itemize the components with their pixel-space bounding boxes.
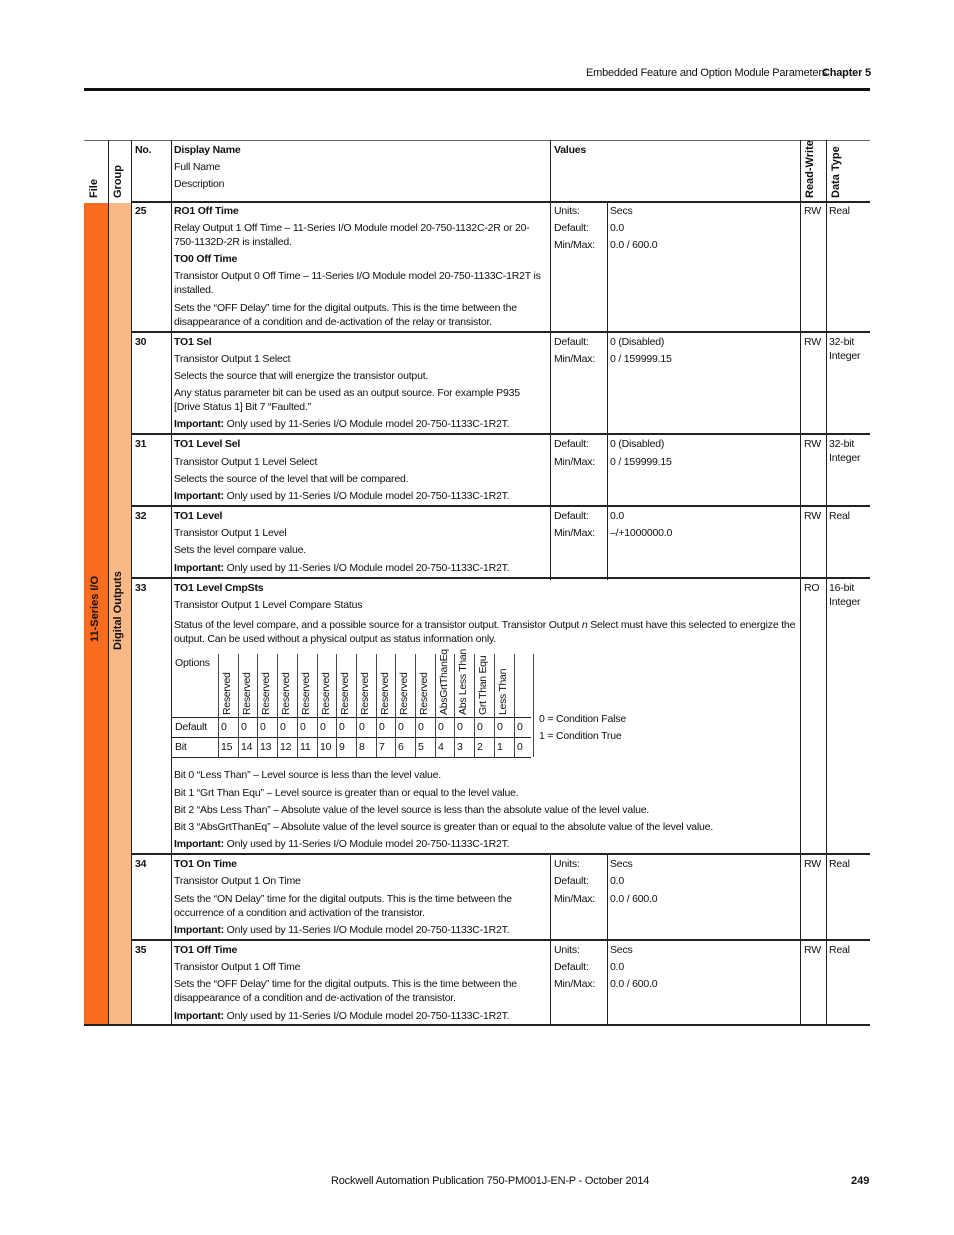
value-text: 0.0 / 600.0 [610,978,658,990]
bit-default-value: 0 [339,721,345,733]
bit-note: Bit 0 “Less Than” – Level source is less than the level value. [174,769,441,781]
param-full-name: Transistor Output 1 Off Time [174,961,301,973]
bit-default-value: 0 [418,721,424,733]
bit-number: 5 [418,741,424,753]
value-label: Default: [554,336,589,348]
read-write: RW [804,858,821,870]
bit-default-value: 0 [359,721,365,733]
bit-grid-line [415,654,416,757]
bit-option-label: Grt Than Equ [477,655,489,715]
bit-number: 14 [241,741,253,753]
desc-italic: n [581,619,588,631]
param-full-name: Transistor Output 1 On Time [174,875,301,887]
param-display-name: TO1 Level CmpSts [174,582,264,594]
value-text: 0 / 159999.15 [610,456,672,468]
important-label: Important: [174,924,224,936]
important-text: Only used by 11-Series I/O Module model 20-750-1133C-1R2T. [226,562,510,574]
value-text: 0.0 / 600.0 [610,893,658,905]
param-display-name: TO1 Level Sel [174,438,241,450]
important-label: Important: [174,838,224,850]
bit-default-value: 0 [398,721,404,733]
table-top-rule [84,140,870,141]
read-write: RW [804,336,821,348]
bit-grid-line [317,654,318,757]
bit-option-label: Reserved [359,672,371,715]
value-label: Default: [554,875,589,887]
value-text: 0.0 [610,510,624,522]
data-type: 32-bit Integer [829,336,861,362]
param-full-name: Transistor Output 1 Select [174,353,291,365]
param-full-name-alt: Transistor Output 0 Off Time – 11-Series I/O Module model 20-750-1133C-1R2T is installed. [174,270,541,296]
value-text: 0.0 / 600.0 [610,239,658,251]
bit-default-value: 0 [438,721,444,733]
read-write: RW [804,205,821,217]
bit-option-label: Reserved [241,672,253,715]
data-type: Real [829,205,850,217]
important-note [174,1009,509,1023]
bit-number: 15 [221,741,233,753]
bit-number: 1 [497,741,503,753]
bit-default-value: 0 [517,721,523,733]
param-number: 35 [135,944,147,956]
section-title: Embedded Feature and Option Module Parameters [586,67,828,79]
important-text: Only used by 11-Series I/O Module model 20-750-1133C-1R2T. [226,1010,510,1022]
bit-number: 10 [320,741,332,753]
important-note [174,561,509,575]
value-text: 0.0 [610,222,624,234]
bit-default-value: 0 [457,721,463,733]
bit-grid-line [494,654,495,757]
bit-option-label: Reserved [260,672,272,715]
param-display-name: TO1 Level [174,510,223,522]
group-label: Digital Outputs [112,571,124,650]
param-number: 25 [135,205,147,217]
param-display-name: TO1 Sel [174,336,212,348]
bit-number: 8 [359,741,365,753]
bit-grid-line [218,654,219,757]
bit-grid-line [356,654,357,757]
col-header-full-name: Full Name [174,161,221,173]
param-number: 32 [135,510,147,522]
col-header-read-write: Read-Write [804,140,816,198]
col-header-file: File [88,179,100,198]
bit-option-label: Reserved [280,672,292,715]
bit-number: 12 [280,741,292,753]
important-label: Important: [174,418,224,430]
bit-option-label: Reserved [418,672,430,715]
col-header-no: No. [135,144,152,156]
footer-publication: Rockwell Automation Publication 750-PM001J-EN-P - October 2014 [331,1175,650,1187]
legend-true: 1 = Condition True [539,730,622,742]
bit-default-value: 0 [241,721,247,733]
important-text: Only used by 11-Series I/O Module model 20-750-1133C-1R2T. [226,838,510,850]
bit-note: Bit 2 “Abs Less Than” – Absolute value of the level source is less than the absolute value of the level value. [174,804,650,816]
value-text: 0 (Disabled) [610,438,665,450]
param-display-name: RO1 Off Time [174,205,239,217]
value-label: Min/Max: [554,353,595,365]
bit-default-value: 0 [320,721,326,733]
value-label: Min/Max: [554,893,595,905]
bit-number: 6 [398,741,404,753]
value-text: Secs [610,944,633,956]
bit-default-value: 0 [221,721,227,733]
legend-false: 0 = Condition False [539,713,626,725]
param-number: 31 [135,438,147,450]
bit-grid-line [277,654,278,757]
bit-grid-line [297,654,298,757]
col-header-group: Group [112,165,124,198]
value-label: Units: [554,858,580,870]
bit-option-label: AbsGrtThanEq [438,649,450,715]
bit-number: 4 [438,741,444,753]
param-full-name: Transistor Output 1 Level Compare Status [174,599,363,611]
bit-option-label: Reserved [221,672,233,715]
bit-grid-line [474,654,475,757]
bit-number: 11 [300,741,311,753]
chapter-label: Chapter 5 [822,67,871,79]
col-header-description: Description [174,178,225,190]
param-number: 30 [135,336,147,348]
param-description: Sets the “ON Delay” time for the digital outputs. This is the time between the occurrence of a condition and activation of the transistor. [174,893,512,919]
value-text: 0.0 [610,875,624,887]
param-full-name: Relay Output 1 Off Time – 11-Series I/O Module model 20-750-1132C-2R or 20-750-1132D-2R is installed. [174,222,530,248]
param-description: Sets the “OFF Delay” time for the digital outputs. This is the time between the disappearance of a condition and de-activation of the relay or transistor. [174,302,517,328]
bit-option-label: Reserved [320,672,332,715]
data-type: Real [829,858,850,870]
bit-grid-line [514,654,515,757]
param-display-name: TO1 On Time [174,858,237,870]
value-label: Units: [554,205,580,217]
data-type: Real [829,944,850,956]
options-label: Options [175,657,210,669]
value-label: Default: [554,510,589,522]
bit-grid-line [336,654,337,757]
data-type: 32-bit Integer [829,438,861,464]
desc-part: Status of the level compare, and a possible source for a transistor output. Transistor Output [174,619,582,631]
value-text: 0 (Disabled) [610,336,665,348]
value-text: Secs [610,205,633,217]
bit-default-value: 0 [379,721,385,733]
value-label: Min/Max: [554,978,595,990]
page-number: 249 [851,1175,870,1187]
bit-default-value: 0 [260,721,266,733]
bit-option-label: Reserved [300,672,312,715]
important-label: Important: [174,490,224,502]
value-label: Min/Max: [554,527,595,539]
value-label: Default: [554,222,589,234]
bit-number: 0 [517,741,523,753]
param-full-name: Transistor Output 1 Level Select [174,456,318,468]
data-type: 16-bit Integer [829,582,861,608]
value-label: Default: [554,438,589,450]
param-description: Sets the level compare value. [174,544,306,556]
desc-part: Select must have this selected to energize the output. Can be used without a physical output as status information only. [174,619,796,645]
bit-grid-line [376,654,377,757]
bit-option-label: Less Than [497,668,509,715]
read-write: RO [804,582,820,594]
bit-note: Bit 1 “Grt Than Equ” – Level source is greater than or equal to the level value. [174,787,519,799]
param-display-name-alt: TO0 Off Time [174,253,238,265]
read-write: RW [804,510,821,522]
bit-option-label: Abs Less Than [457,649,469,715]
bit-grid-line [435,654,436,757]
value-label: Default: [554,961,589,973]
value-label: Units: [554,944,580,956]
param-description-2: Any status parameter bit can be used as an output source. For example P935 [Drive Status 1] Bit 7 “Faulted.” [174,387,520,413]
read-write: RW [804,438,821,450]
bit-default-value: 0 [497,721,503,733]
important-text: Only used by 11-Series I/O Module model 20-750-1133C-1R2T. [226,418,510,430]
bit-label: Bit [175,741,187,753]
bit-grid-line [395,654,396,757]
bit-grid-line [238,654,239,757]
bit-grid-line [533,654,534,757]
param-full-name: Transistor Output 1 Level [174,527,287,539]
bit-default-value: 0 [300,721,306,733]
read-write: RW [804,944,821,956]
important-note [174,923,509,937]
param-description: Sets the “OFF Delay” time for the digital outputs. This is the time between the disappearance of a condition and de-activation of the transistor. [174,978,517,1004]
param-number: 34 [135,858,147,870]
bit-number: 9 [339,741,345,753]
important-note [174,417,509,431]
value-text: 0 / 159999.15 [610,353,672,365]
bit-grid-line [454,654,455,757]
col-header-values: Values [554,144,587,156]
param-number: 33 [135,582,147,594]
data-type: Real [829,510,850,522]
value-text: Secs [610,858,633,870]
default-label: Default [175,721,207,733]
bit-number: 2 [477,741,483,753]
bit-option-label: Reserved [339,672,351,715]
col-header-data-type: Data Type [830,146,842,198]
bit-default-value: 0 [477,721,483,733]
bit-default-value: 0 [280,721,286,733]
bit-note: Bit 3 “AbsGrtThanEq” – Absolute value of the level source is greater than or equal to the absolute value of the level value. [174,821,714,833]
value-label: Min/Max: [554,456,595,468]
param-display-name: TO1 Off Time [174,944,238,956]
bit-number: 13 [260,741,272,753]
param-description: Selects the source of the level that will be compared. [174,473,409,485]
value-text: –/+1000000.0 [610,527,673,539]
important-note [174,837,509,851]
value-label: Min/Max: [554,239,595,251]
bit-number: 7 [379,741,385,753]
bit-option-label: Reserved [379,672,391,715]
col-header-display-name: Display Name [174,144,241,156]
header-rule [84,88,870,91]
important-note [174,489,509,503]
bit-number: 3 [457,741,463,753]
important-label: Important: [174,1010,224,1022]
param-description [174,618,796,646]
value-text: 0.0 [610,961,624,973]
bit-grid-line [257,654,258,757]
important-text: Only used by 11-Series I/O Module model 20-750-1133C-1R2T. [226,924,510,936]
param-description: Selects the source that will energize the transistor output. [174,370,429,382]
important-text: Only used by 11-Series I/O Module model 20-750-1133C-1R2T. [226,490,510,502]
file-label: 11-Series I/O [89,575,101,642]
bit-option-label: Reserved [398,672,410,715]
important-label: Important: [174,562,224,574]
